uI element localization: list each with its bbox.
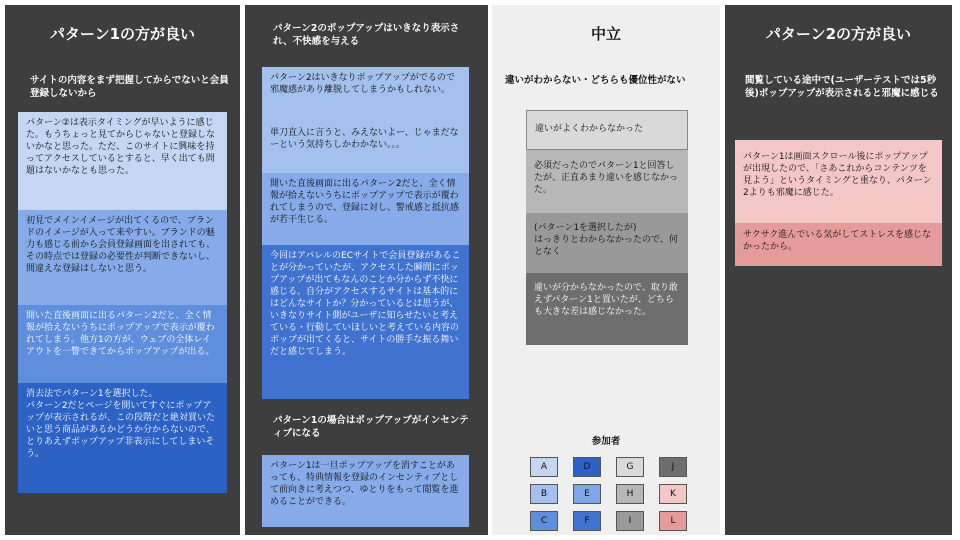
sticky-note: 消去法でパターン1を選択した。 パターン2だとページを開いてすぐにポップアップが表示されるが、この段階だと絶対買いたいと思う商品があるかどうか分からないので、とりあえずポップアップ非表示にしてしまいそう。 <box>18 383 227 493</box>
sticky-note: サクサク進んでいる気がしてストレスを感じなかったから。 <box>735 223 942 266</box>
participant-chip-c: C <box>530 511 558 531</box>
panel-pattern1-better <box>5 5 240 535</box>
participant-chip-h: H <box>616 484 644 504</box>
panel-title-neutral: 中立 <box>590 25 621 43</box>
participant-chip-k: K <box>659 484 687 504</box>
sticky-note: 必須だったのでパターン1と回答したが、正直あまり違いを感じなかった。 <box>526 150 688 213</box>
group-label-incentive: パターン1の場合はポップアップがインセンティブになる <box>273 415 469 439</box>
sticky-note: 初見でメインイメージが出てくるので、ブランドのイメージが入って来やすい。ブランドの魅力も感じる前から会員登録画面を出されても、その時点では登録の必要性が判断できないし、間違えな登録はしないと思う。 <box>18 210 227 305</box>
participant-chip-j: J <box>659 457 687 477</box>
participant-chip-e: E <box>573 484 601 504</box>
sticky-note: 単刀直入に言うと、みえないよー、じゃまだなーという気持ちしかわかない。。。 <box>262 122 469 173</box>
participant-chip-d: D <box>573 457 601 477</box>
group-label-popup-sudden: パターン2のポップアップはいきなり表示され、不快感を与える <box>273 23 460 47</box>
panel-title-pattern2: パターン2の方が良い <box>765 25 912 43</box>
panel-title-pattern1: パターン1の方が良い <box>49 25 196 43</box>
participant-chip-f: F <box>573 511 601 531</box>
participant-chip-b: B <box>530 484 558 504</box>
sticky-note: パターン②は表示タイミングが早いように感じた。もうちょっと見てからじゃないと登録しないかなと思った。ただ、このサイトに興味を持ってアクセスしているとすると、早く出ても問題はないかなとも思った。 <box>18 112 227 210</box>
sticky-note: パターン1は一旦ポップアップを消すことがあっても、特典情報を登録のインセンティブとして前向きに考えつつ、ゆとりをもって閲覧を進めることができる。 <box>262 455 469 527</box>
sticky-note: パターン2はいきなりポップアップがでるので邪魔感があり離脱してしまうかもしれない。 <box>262 67 469 122</box>
group-label-no-difference: 違いがわからない・どちらも優位性がない <box>505 75 686 86</box>
panel-neutral <box>492 5 720 535</box>
sticky-note: 開いた直後画面に出るパターン2だと、全く情報が拾えないうちにポップアップで表示が覆われてしまう。他方1の方が、ウェブの全体レイアウトを一瞥できてからポップアップが出る。 <box>18 305 227 383</box>
participant-chip-i: I <box>616 511 644 531</box>
group-label-popup-while-browsing: 閲覧している途中で(ユーザーテストでは5秒後)ポップアップが表示されると邪魔に感じる <box>745 75 939 99</box>
participants-title: 参加者 <box>591 436 621 447</box>
sticky-note: 違いが分からなかったので、取り敢えずパターン1と置いたが、どちらも大きな差は感じなかった。 <box>526 273 688 345</box>
sticky-note: (パターン1を選択したが) はっきりとわからなかったので、何となく <box>526 213 688 273</box>
sticky-note: 開いた直後画面に出るパターン2だと、全く情報が拾えないうちにポップアップで表示が覆われてしまうので、登録に対し、警戒感と抵抗感が若干生じる。 <box>262 173 469 245</box>
panel-pattern2-better <box>725 5 952 535</box>
sticky-note: 今回はアパレルのECサイトで会員登録があることが分かっていたが、アクセスした瞬間にポップアップが出てもなんのことか分からず不快に感じる。自分がアクセスするサイトは基本的にはどんなサイトか？分かっているとは思うが、いきなりサイト側がユーザに知らせたいと考えている・行動していほしいと考えている内容のポップが出てくると、サイトの勝手な振る舞いだと感じてしまう。 <box>262 245 469 399</box>
group-label-understand-first: サイトの内容をまず把握してからでないと会員登録しないから <box>30 75 229 99</box>
participant-chip-l: L <box>659 511 687 531</box>
participant-chip-a: A <box>530 457 558 477</box>
panel-pattern1-reasons <box>245 5 488 535</box>
sticky-note: パターン1は画面スクロール後にポップアップが出現したので、「さあこれからコンテンツを見よう」というタイミングと重なり、パターン2よりも邪魔に感じた。 <box>735 140 942 223</box>
participant-chip-g: G <box>616 457 644 477</box>
sticky-note: 違いがよくわからなかった <box>526 110 688 150</box>
